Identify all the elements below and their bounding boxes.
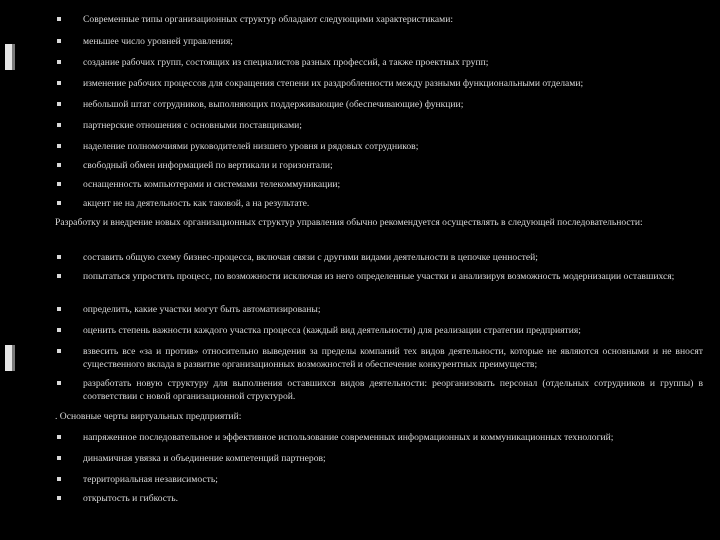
bullet-icon (57, 307, 61, 311)
bullet-icon (57, 201, 61, 205)
list-item-text: разработать новую структуру для выполнения оставшихся видов деятельности: реорганизовать персонал (отдельных сотрудников и группы) в соответствии с новой организационной структурой. (83, 378, 703, 402)
list-item-text: напряженное последовательное и эффективное использование современных информационных и коммуникационных технологий; (83, 432, 614, 443)
bullet-icon (57, 435, 61, 439)
list-item-text: меньшее число уровней управления; (83, 36, 233, 47)
bullet-icon (57, 477, 61, 481)
bullet-icon (57, 274, 61, 278)
bullet-icon (57, 381, 61, 385)
bullet-icon (57, 17, 61, 21)
paragraph: Разработку и внедрение новых организационных структур управления обычно рекомендуется осуществлять в следующей последовательности: (55, 217, 643, 228)
bullet-icon (57, 144, 61, 148)
list-item-text: открытость и гибкость. (83, 493, 179, 504)
list-item-text: динамичная увязка и объединение компетенций партнеров; (83, 453, 326, 464)
bullet-icon (57, 182, 61, 186)
list-item-text: создание рабочих групп, состоящих из специалистов разных профессий, а также проектных групп; (83, 57, 489, 68)
bullet-icon (57, 163, 61, 167)
list-item-text: взвесить все «за и против» относительно выведения за пределы компаний тех видов деятельности, которые не являются основными и не вносят существенного вклада в развитие организационных возможностей и обеспечение конкурентных преимуществ; (83, 346, 703, 370)
bullet-icon (57, 60, 61, 64)
bullet-icon (57, 81, 61, 85)
section-heading: . Основные черты виртуальных предприятий: (55, 411, 242, 422)
bullet-icon (57, 456, 61, 460)
list-item-text: попытаться упростить процесс, по возможности исключая из него определенные участки и анализируя возможность модернизации оставшихся; (83, 271, 675, 282)
list-item-text: оценить степень важности каждого участка процесса (каждый вид деятельности) для реализации стратегии предприятия; (83, 325, 581, 336)
list-item-text: небольшой штат сотрудников, выполняющих поддерживающие (обеспечивающие) функции; (83, 99, 464, 110)
list-item-text: определить, какие участки могут быть автоматизированы; (83, 304, 321, 315)
list-item-text: составить общую схему бизнес-процесса, включая связи с другими видами деятельности в цепочке ценностей; (83, 252, 538, 263)
list-item-text: свободный обмен информацией по вертикали и горизонтали; (83, 160, 333, 171)
bullet-icon (57, 102, 61, 106)
bullet-icon (57, 39, 61, 43)
list-item-text: изменение рабочих процессов для сокращения степени их раздробленности между разными функциональными отделами; (83, 78, 584, 89)
bullet-icon (57, 255, 61, 259)
list-item-text: оснащенность компьютерами и системами телекоммуникации; (83, 179, 341, 190)
list-item-text: территориальная независимость; (83, 474, 218, 485)
bullet-icon (57, 328, 61, 332)
list-item-text: наделение полномочиями руководителей низшего уровня и рядовых сотрудников; (83, 141, 419, 152)
bullet-icon (57, 123, 61, 127)
list-item-text: акцент не на деятельность как таковой, а на результате. (83, 198, 310, 209)
bullet-icon (57, 349, 61, 353)
bullet-icon (57, 496, 61, 500)
list-item-text: Современные типы организационных структур обладают следующими характеристиками: (83, 14, 454, 25)
list-item-text: партнерские отношения с основными поставщиками; (83, 120, 302, 131)
